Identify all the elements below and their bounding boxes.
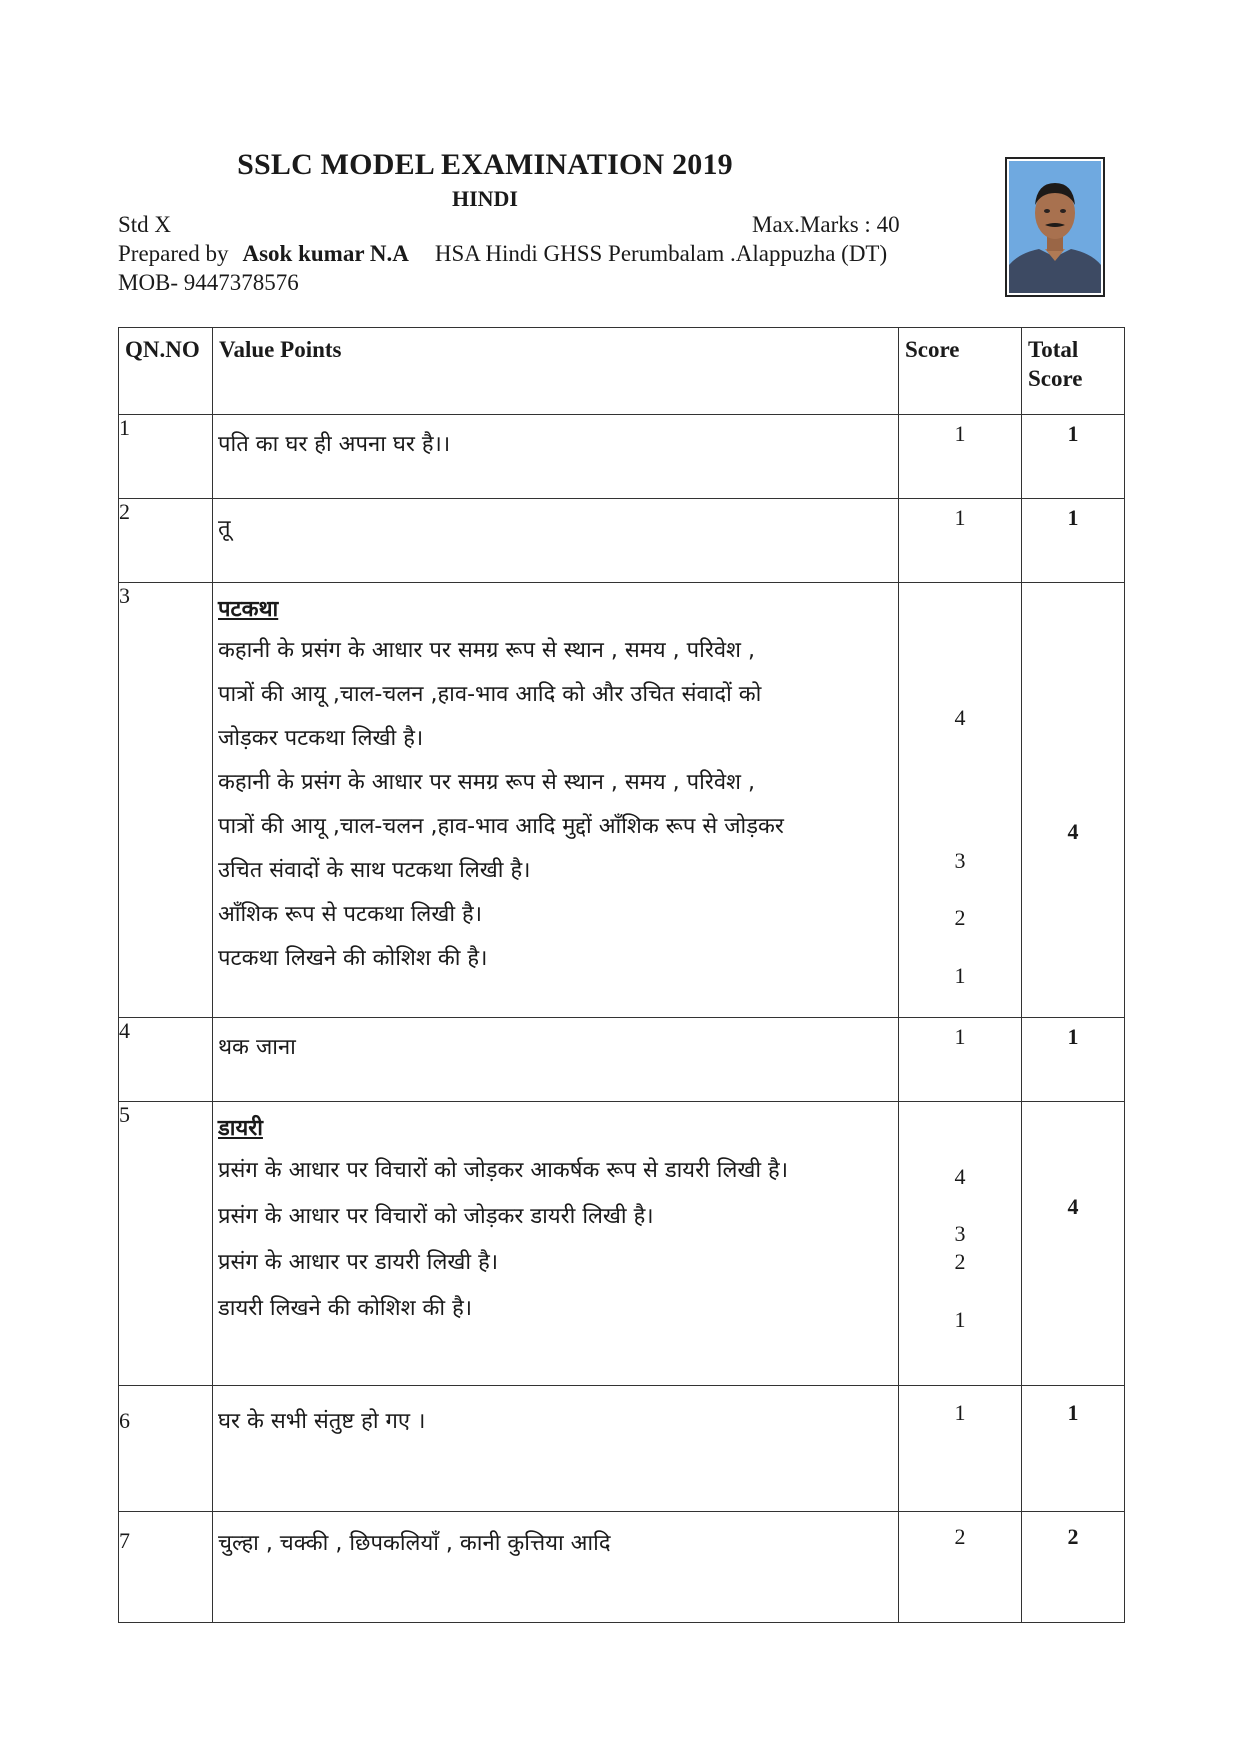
- value-point: उचित संवादों के साथ पटकथा लिखी है।: [218, 858, 531, 883]
- value-point: डायरी लिखने की कोशिश की है।: [218, 1296, 473, 1321]
- author-photo: [1005, 157, 1105, 297]
- subject-title: HINDI: [451, 186, 518, 211]
- score-value: 2: [954, 1524, 966, 1549]
- value-point: प्रसंग के आधार पर विचारों को जोड़कर आकर्षक रूप से डायरी लिखी है।: [218, 1158, 789, 1183]
- score-value: 1: [954, 505, 966, 530]
- score-value: 4: [954, 1164, 966, 1189]
- max-marks-label: Max.Marks : 40: [752, 212, 900, 237]
- total-score-value: 4: [1067, 1194, 1079, 1219]
- total-score-value: 2: [1067, 1524, 1079, 1549]
- value-points-cell: [213, 583, 899, 1018]
- school-name: HSA Hindi GHSS Perumbalam .Alappuzha (DT): [434, 241, 888, 266]
- total-score-cell: [1022, 499, 1125, 583]
- total-score-cell: [1022, 1018, 1125, 1102]
- score-value: 1: [954, 963, 966, 988]
- question-number: 4: [119, 1018, 213, 1102]
- mobile-number: MOB- 9447378576: [118, 270, 299, 295]
- score-value: 1: [954, 1024, 966, 1049]
- value-points-cell: [213, 1102, 899, 1386]
- total-score-value: 1: [1067, 1024, 1079, 1049]
- value-point: तू: [218, 516, 231, 541]
- value-point: पटकथा लिखने की कोशिश की है।: [218, 946, 488, 971]
- score-value: 1: [954, 421, 966, 446]
- prepared-by-line: [118, 241, 887, 267]
- total-score-cell: [1022, 1102, 1125, 1386]
- table-row: [119, 1018, 1125, 1102]
- prepared-by-label: Prepared by: [118, 241, 229, 266]
- value-point: आँशिक रूप से पटकथा लिखी है।: [218, 902, 483, 927]
- total-score-cell: [1022, 415, 1125, 499]
- score-value: 4: [954, 705, 966, 730]
- value-point: प्रसंग के आधार पर डायरी लिखी है।: [218, 1250, 499, 1275]
- header-score: Score: [899, 328, 1022, 415]
- total-score-value: 1: [1067, 421, 1079, 446]
- question-number: 6: [119, 1386, 213, 1512]
- header-total-score: Total Score: [1022, 328, 1125, 415]
- value-point: पति का घर ही अपना घर है।।: [218, 432, 451, 457]
- score-value: 1: [954, 1400, 966, 1425]
- section-heading: डायरी: [218, 1116, 263, 1141]
- total-score-value: 1: [1067, 1400, 1079, 1425]
- value-point: जोड़कर पटकथा लिखी है।: [218, 726, 424, 751]
- table-row: [119, 1102, 1125, 1386]
- header-value-points: Value Points: [213, 328, 899, 415]
- score-cell: [899, 583, 1022, 1018]
- table-header-row: [119, 328, 1125, 415]
- value-points-cell: [213, 1018, 899, 1102]
- total-score-value: 4: [1067, 819, 1079, 844]
- table-row: [119, 499, 1125, 583]
- marking-scheme-table: [118, 327, 1125, 1623]
- table-row: [119, 1512, 1125, 1623]
- section-heading: पटकथा: [218, 597, 279, 622]
- value-point: थक जाना: [218, 1035, 296, 1060]
- standard-label: Std X: [118, 212, 172, 237]
- value-points-cell: [213, 499, 899, 583]
- exam-title: SSLC MODEL EXAMINATION 2019: [237, 148, 733, 181]
- score-cell: [899, 1512, 1022, 1623]
- author-name: Asok kumar N.A: [242, 241, 409, 266]
- value-point: कहानी के प्रसंग के आधार पर समग्र रूप से स्थान , समय , परिवेश ,: [218, 770, 755, 795]
- score-cell: [899, 1018, 1022, 1102]
- question-number: 3: [119, 583, 213, 1018]
- value-point: चुल्हा , चक्की , छिपकलियाँ , कानी कुत्तिया आदि: [218, 1531, 611, 1556]
- score-value: 1: [954, 1307, 966, 1332]
- value-point: पात्रों की आयू ,चाल-चलन ,हाव-भाव आदि को और उचित संवादों को: [218, 682, 762, 707]
- score-cell: [899, 499, 1022, 583]
- value-points-cell: [213, 1386, 899, 1512]
- value-point: प्रसंग के आधार पर विचारों को जोड़कर डायरी लिखी है।: [218, 1204, 654, 1229]
- question-number: 5: [119, 1102, 213, 1386]
- header-qno: QN.NO: [119, 328, 213, 415]
- total-score-cell: [1022, 1512, 1125, 1623]
- value-point: कहानी के प्रसंग के आधार पर समग्र रूप से स्थान , समय , परिवेश ,: [218, 638, 755, 663]
- question-number: 7: [119, 1512, 213, 1623]
- score-value: 3: [954, 848, 966, 873]
- value-points-cell: [213, 415, 899, 499]
- question-number: 2: [119, 499, 213, 583]
- value-point: पात्रों की आयू ,चाल-चलन ,हाव-भाव आदि मुद्दों आँशिक रूप से जोड़कर: [218, 814, 784, 839]
- score-value: 2: [954, 905, 966, 930]
- total-score-value: 1: [1067, 505, 1079, 530]
- score-value: 3: [954, 1221, 966, 1246]
- total-score-cell: [1022, 583, 1125, 1018]
- value-points-cell: [213, 1512, 899, 1623]
- question-number: 1: [119, 415, 213, 499]
- score-cell: [899, 1386, 1022, 1512]
- score-value: 2: [954, 1249, 966, 1274]
- score-cell: [899, 1102, 1022, 1386]
- total-score-cell: [1022, 1386, 1125, 1512]
- table-row: [119, 1386, 1125, 1512]
- score-cell: [899, 415, 1022, 499]
- table-row: [119, 583, 1125, 1018]
- table-row: [119, 415, 1125, 499]
- value-point: घर के सभी संतुष्ट हो गए ।: [218, 1409, 426, 1434]
